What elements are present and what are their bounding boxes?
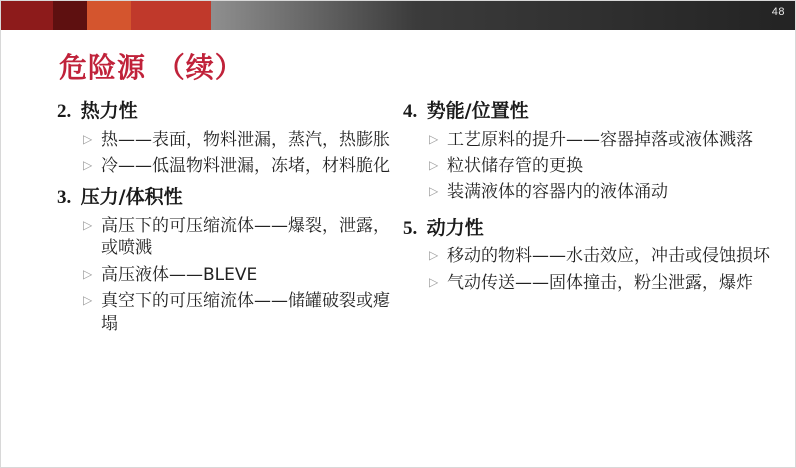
list-item: [83, 215, 401, 260]
topbar-segment-3: [87, 1, 131, 30]
list-item: [429, 181, 796, 203]
bullet-list: [403, 129, 796, 204]
list-item-text: 粒状储存管的更换: [447, 155, 583, 176]
list-item: [429, 272, 796, 294]
list-item: [83, 264, 401, 286]
section-heading: [57, 183, 401, 213]
section-number: 2.: [57, 101, 72, 122]
arrow-bullet-icon: ▷: [429, 131, 439, 146]
list-item: [83, 155, 401, 177]
list-item: [429, 155, 796, 177]
list-item-text: 热——表面，物料泄漏，蒸汽，热膨胀: [101, 129, 390, 150]
bullet-list: [57, 215, 401, 335]
list-item-text: 移动的物料——水击效应，冲击或侵蚀损坏: [447, 246, 770, 267]
decorative-top-bar: [1, 1, 796, 30]
page-number: 48: [771, 6, 785, 18]
arrow-bullet-icon: ▷: [429, 274, 439, 289]
arrow-bullet-icon: ▷: [83, 217, 93, 232]
topbar-segment-5: [211, 1, 796, 30]
list-item: [429, 129, 796, 151]
arrow-bullet-icon: ▷: [429, 184, 439, 199]
topbar-segment-2: [53, 1, 87, 30]
list-item-text: 高压下的可压缩流体——爆裂，泄露，或喷溅: [101, 215, 390, 259]
topbar-segment-4: [131, 1, 211, 30]
left-column: [1, 97, 401, 341]
arrow-bullet-icon: ▷: [83, 266, 93, 281]
page-title: 危险源 （续）: [59, 51, 244, 84]
section-number: 5.: [403, 217, 418, 239]
section-pressure-volume: [57, 183, 401, 335]
section-thermal: [57, 97, 401, 177]
arrow-bullet-icon: ▷: [429, 157, 439, 172]
arrow-bullet-icon: ▷: [83, 131, 93, 146]
bullet-list: [403, 245, 796, 294]
list-item-text: 冷——低温物料泄漏，冻堵，材料脆化: [101, 155, 390, 176]
section-title: 动力性: [426, 216, 484, 239]
arrow-bullet-icon: ▷: [83, 157, 93, 172]
list-item-text: 高压液体——BLEVE: [101, 264, 258, 285]
section-number: 4.: [403, 101, 418, 122]
arrow-bullet-icon: ▷: [429, 248, 439, 263]
list-item: [83, 129, 401, 151]
section-heading: [403, 97, 796, 127]
section-title: 热力性: [80, 100, 138, 122]
section-heading: [403, 214, 796, 244]
section-heading: [57, 97, 401, 127]
section-kinetic: [403, 214, 796, 294]
list-item-text: 装满液体的容器内的液体涌动: [447, 182, 668, 203]
list-item: [429, 245, 796, 267]
list-item-text: 气动传送——固体撞击，粉尘泄露，爆炸: [447, 272, 753, 293]
section-number: 3.: [57, 187, 72, 209]
arrow-bullet-icon: ▷: [83, 293, 93, 308]
section-potential-position: [403, 97, 796, 204]
section-title: 势能/位置性: [426, 100, 529, 122]
topbar-segment-1: [1, 1, 53, 30]
bullet-list: [57, 129, 401, 178]
right-column: [397, 97, 796, 300]
list-item-text: 工艺原料的提升——容器掉落或液体溅落: [447, 129, 753, 150]
list-item: [83, 290, 401, 335]
list-item-text: 真空下的可压缩流体——储罐破裂或瘪塌: [101, 291, 390, 334]
section-title: 压力/体积性: [80, 186, 183, 209]
